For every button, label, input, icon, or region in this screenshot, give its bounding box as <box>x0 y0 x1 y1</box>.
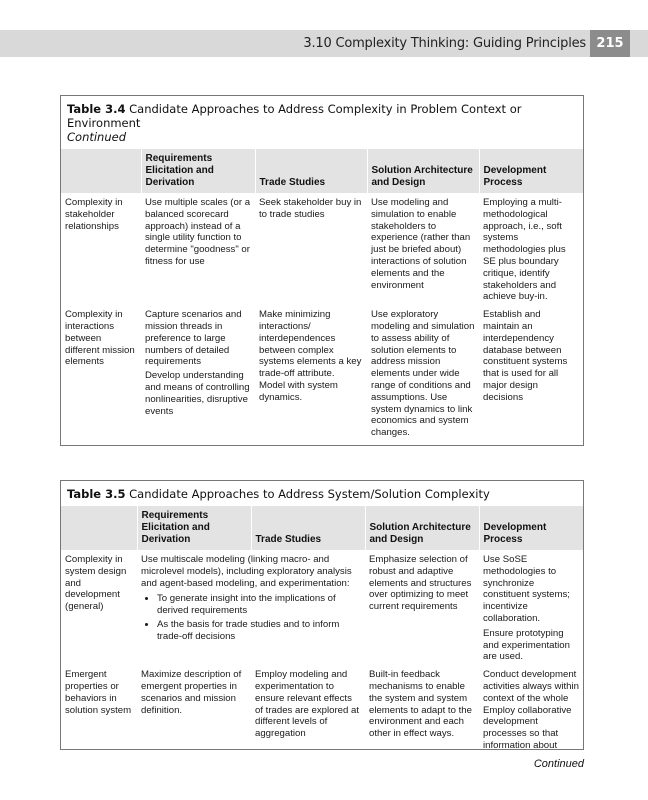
column-header: Solution Architecture and Design <box>365 506 479 550</box>
table-grid <box>61 149 583 441</box>
cell-paragraph: Use SoSE methodologies to synchronize constituent systems; incentivize collaboration. <box>483 554 570 624</box>
table-3-5 <box>60 480 584 750</box>
table-row <box>61 550 583 665</box>
column-header: Trade Studies <box>255 149 367 193</box>
table-cell: Establish and maintain an interdependency database between constituent systems that is used for all major design decisions <box>483 309 568 403</box>
table-cell: Conduct development activities always within context of the whole Employ collaborative development processes so that information about <box>483 669 579 751</box>
cell-paragraph: Develop understanding and means of controlling nonlinearities, disruptive events <box>145 370 250 417</box>
table-cell: Use exploratory modeling and simulation to assess ability of solution elements to address mission elements under wide range of conditions and assumptions. Use system dynamics to link economics and system changes. <box>371 309 475 439</box>
cell-paragraph: Ensure prototyping and experimentation are used. <box>483 627 570 663</box>
table-caption <box>61 481 583 506</box>
table-cell: Built-in feedback mechanisms to enable the system and system elements to adapt to the environment and each other in effect ways. <box>369 669 472 740</box>
cell-paragraph: Use multiscale modeling (linking macro- and microlevel models), including exploratory analysis and agent-based modeling, and experimentation: <box>141 554 352 589</box>
column-header: Requirements Elicitation and Derivation <box>141 149 255 193</box>
table-cell: Employing a multi-methodological approach, i.e., soft systems methodologies plus SE plus boundary critique, identify stakeholders and achieve buy-in. <box>483 197 566 303</box>
table-row <box>61 305 583 441</box>
table-row <box>61 193 583 305</box>
column-header <box>61 506 137 550</box>
table-cell <box>479 550 583 665</box>
table-caption <box>61 96 583 149</box>
table-3-4 <box>60 95 584 446</box>
table-cell: Maximize description of emergent properties in scenarios and mission definition. <box>141 669 242 716</box>
bullet-list <box>141 593 361 642</box>
page-number: 215 <box>590 30 630 57</box>
bullet-item: • As the basis for trade studies and to inform trade-off decisions <box>157 619 361 643</box>
table-cell: Emphasize selection of robust and adaptive elements and structures over optimizing to meet current requirements <box>369 554 472 613</box>
column-header <box>61 149 141 193</box>
table-cell <box>141 305 255 441</box>
row-label: Emergent properties or behaviors in solution system <box>65 669 132 716</box>
column-header: Solution Architecture and Design <box>367 149 479 193</box>
table-cell: Seek stakeholder buy in to trade studies <box>259 197 362 220</box>
table-continued-label: Continued <box>67 130 127 144</box>
table-header-row <box>61 149 583 193</box>
column-header: Development Process <box>479 149 583 193</box>
column-header: Development Process <box>479 506 583 550</box>
continued-footer: Continued <box>533 758 584 770</box>
running-header-title: 3.10 Complexity Thinking: Guiding Principles <box>303 36 586 51</box>
table-title: Candidate Approaches to Address System/Solution Complexity <box>129 487 490 501</box>
table-cell: Make minimizing interactions/ interdependences between complex systems elements a key trade-off attribute. Model with system dynamics. <box>259 309 362 403</box>
table-cell: Use modeling and simulation to enable stakeholders to experience (rather than just be briefed about) interactions of solution elements and the environment <box>371 197 471 291</box>
table-row <box>61 665 583 754</box>
row-label: Complexity in system design and development (general) <box>65 554 127 613</box>
table-label: Table 3.4 <box>67 102 126 116</box>
table-cell-span <box>137 550 365 665</box>
column-header: Trade Studies <box>251 506 365 550</box>
row-label: Complexity in stakeholder relationships <box>65 197 123 232</box>
table-cell: Employ modeling and experimentation to ensure relevant effects of trades are explored at different levels of aggregation <box>255 669 359 740</box>
row-label: Complexity in interactions between different mission elements <box>65 309 135 368</box>
table-cell: Use multiple scales (or a balanced scorecard approach) instead of a single utility function to determine "goodness" or fitness for use <box>145 197 251 267</box>
table-label: Table 3.5 <box>67 487 126 501</box>
bullet-item: • To generate insight into the implications of derived requirements <box>157 593 361 617</box>
column-header: Requirements Elicitation and Derivation <box>137 506 251 550</box>
table-title: Candidate Approaches to Address Complexity in Problem Context or Environment <box>67 102 522 130</box>
cell-paragraph: Capture scenarios and mission threads in preference to large numbers of detailed requirements <box>145 309 242 368</box>
table-grid <box>61 506 583 754</box>
table-header-row <box>61 506 583 550</box>
